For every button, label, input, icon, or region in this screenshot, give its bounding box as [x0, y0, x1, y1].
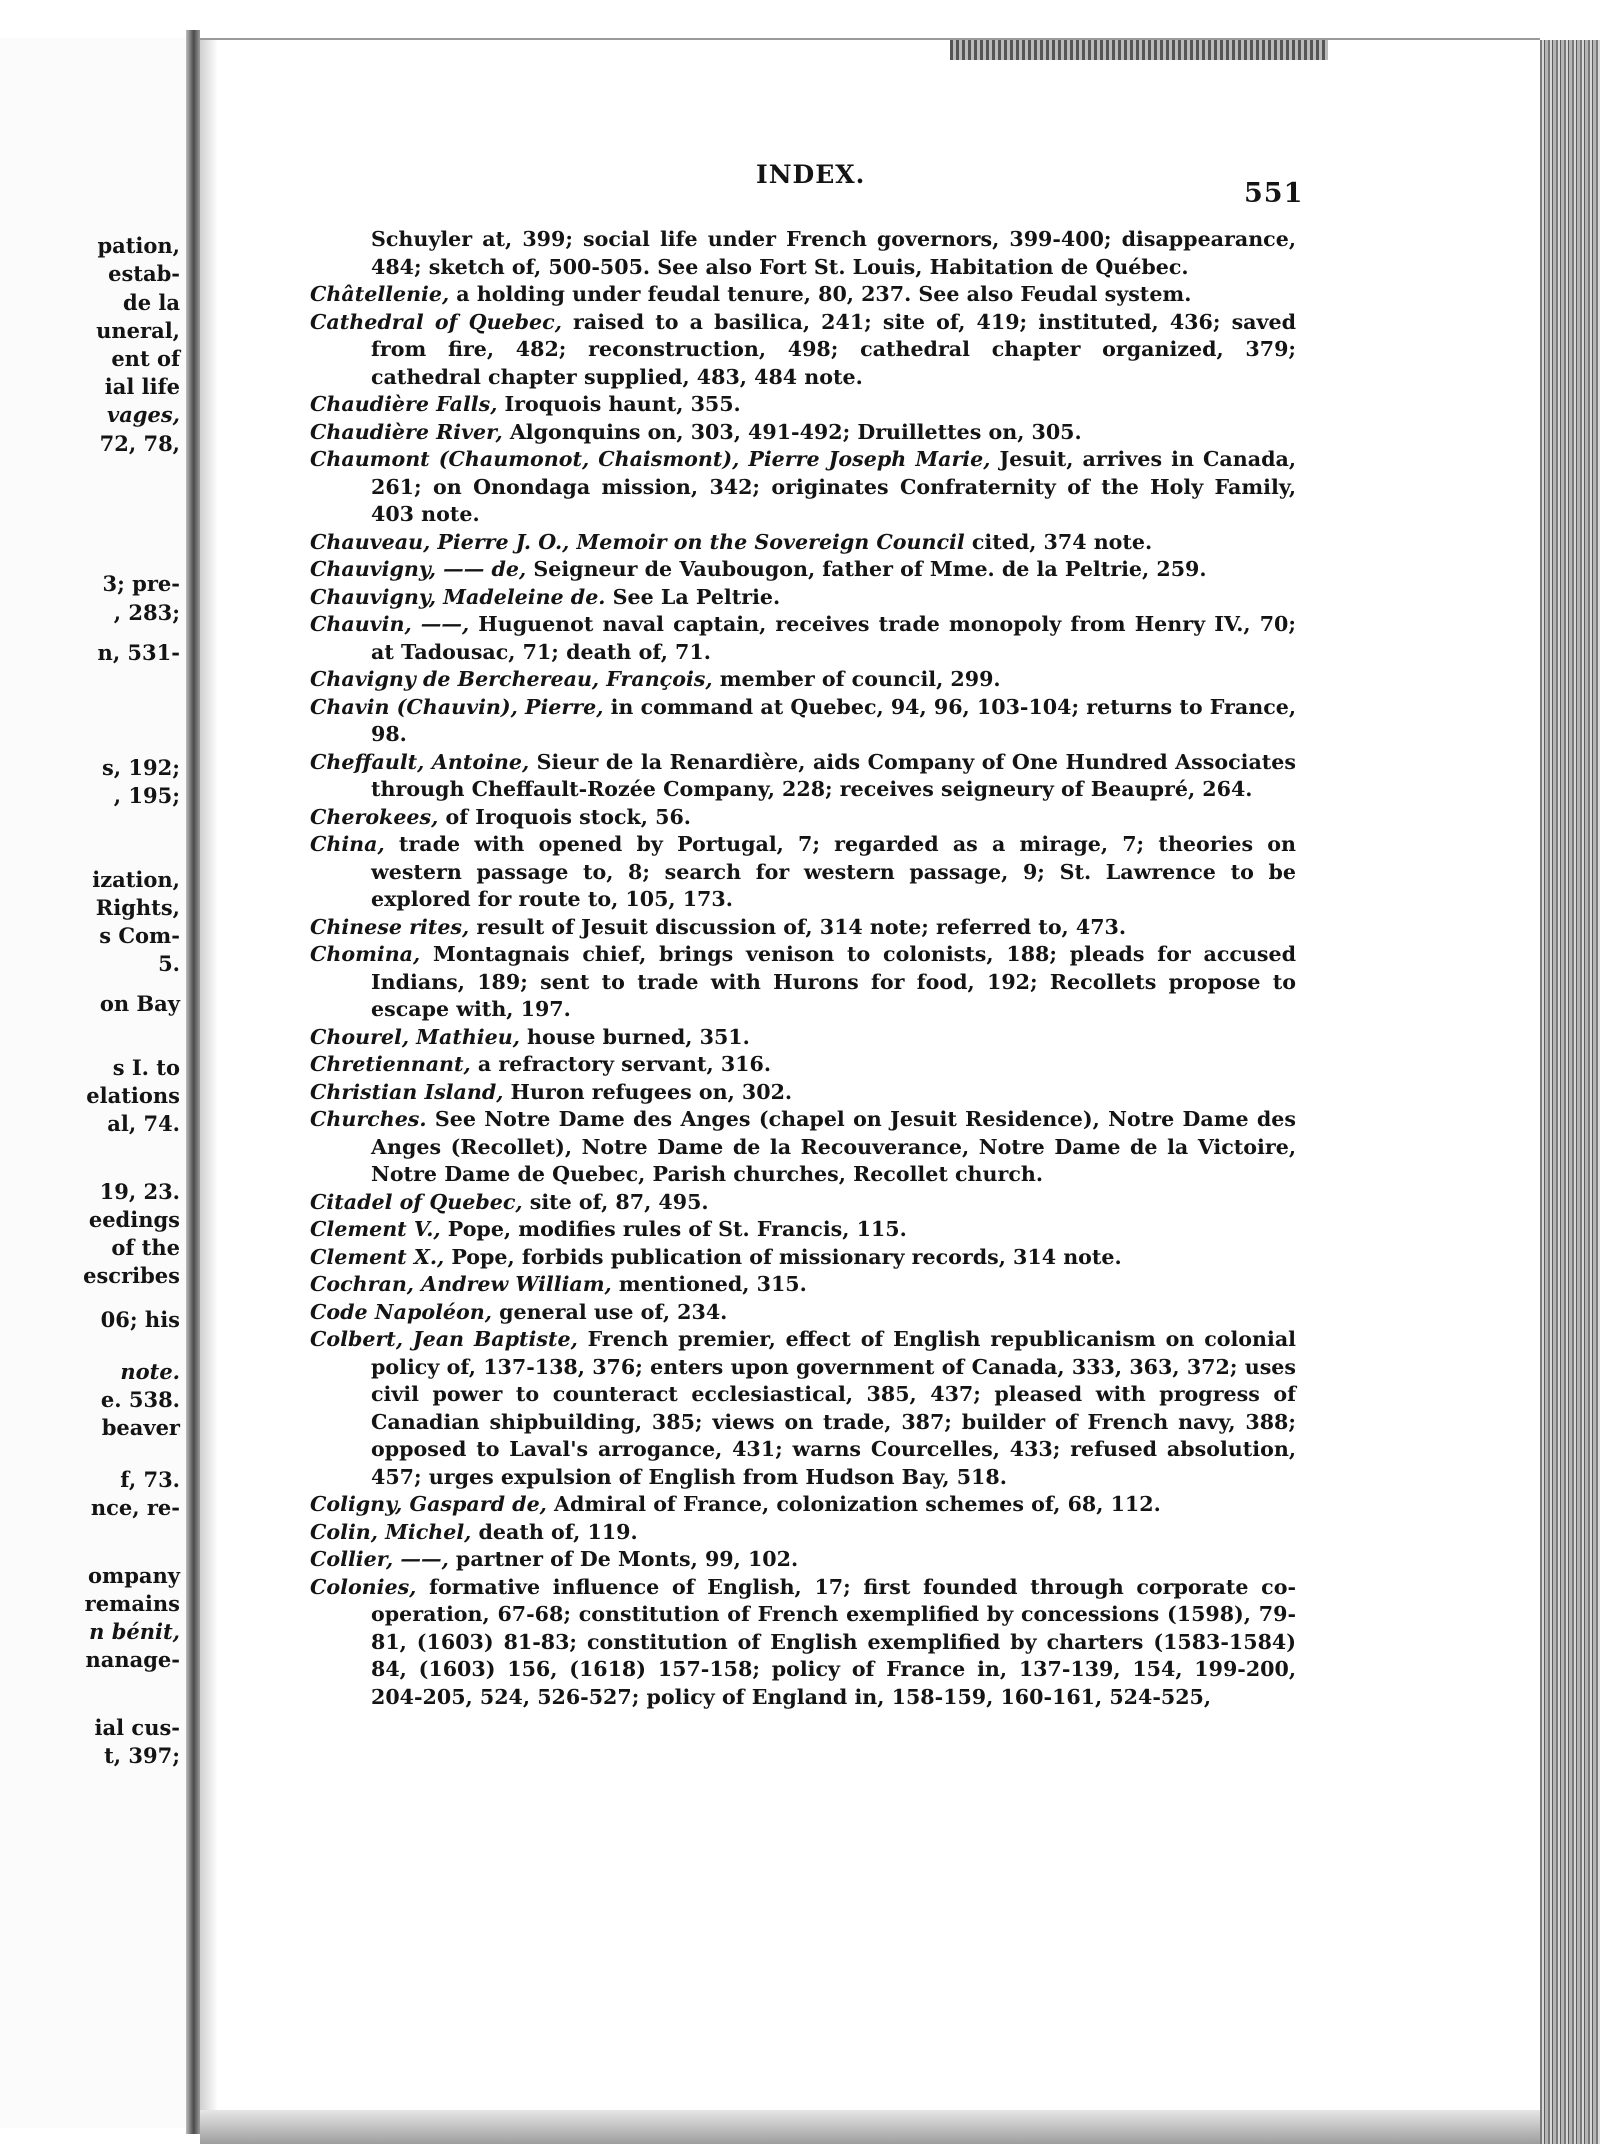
- entry-text: See La Peltrie.: [605, 584, 781, 609]
- entry-headword: Colin, Michel,: [310, 1519, 472, 1544]
- entry-text: house burned, 351.: [519, 1024, 750, 1049]
- index-entry: [310, 1079, 1296, 1107]
- left-page-fragment: ial life: [104, 374, 180, 399]
- left-page-fragment: ization,: [92, 867, 180, 892]
- entry-headword: Chretiennant,: [310, 1052, 471, 1076]
- left-page-fragment: vages,: [107, 402, 180, 427]
- entry-headword: Clement X.,: [310, 1244, 445, 1269]
- entry-text: cited, 374 note.: [964, 529, 1153, 554]
- index-entry: [310, 1299, 1296, 1327]
- index-entry: [310, 1519, 1296, 1547]
- entry-text: formative influence of English, 17; first founded through corporate co-operation, 67-68; constitution of French exemplified by concessions (1598), 79-81, (1603) 81-83; constitution of English exemplified by charters (1583-1584) 84, (1603) 156, (1618) 157-158; policy of France in, 137-139, 154, 199-200, 204-205, 524, 526-527; policy of England in, 158-159, 160-161, 524-525,: [371, 1574, 1296, 1709]
- index-entry: [310, 914, 1296, 942]
- index-entries: [310, 226, 1296, 1711]
- left-page-fragment: note.: [120, 1359, 180, 1384]
- left-page-fragment: 19, 23.: [99, 1179, 180, 1204]
- index-entry: [310, 1216, 1296, 1244]
- gutter-shadow: [200, 40, 218, 2130]
- left-facing-page: [0, 38, 186, 2128]
- book-gutter: [186, 30, 200, 2134]
- entry-headword: Chaudière Falls,: [310, 392, 498, 416]
- running-head: INDEX.: [756, 160, 866, 189]
- left-page-fragment: nce, re-: [90, 1495, 180, 1520]
- entry-text: Sieur de la Renardière, aids Company of One Hundred Associates through Cheffault-Rozée Company, 228; receives seigneury of Beaupré, 264.: [371, 749, 1297, 801]
- left-page-fragment: s Com-: [99, 923, 180, 948]
- index-entry: [310, 1546, 1296, 1574]
- left-page-fragment: s I. to: [112, 1055, 180, 1080]
- entry-headword: Châtellenie,: [310, 282, 450, 306]
- entry-text: member of council, 299.: [712, 667, 1001, 691]
- entry-text: Admiral of France, colonization schemes of, 68, 112.: [546, 1492, 1161, 1516]
- index-entry: [310, 584, 1296, 612]
- entry-text: death of, 119.: [471, 1519, 638, 1544]
- entry-headword: Chinese rites,: [310, 914, 470, 939]
- entry-text: mentioned, 315.: [611, 1272, 807, 1296]
- index-entry: [310, 529, 1296, 557]
- left-page-fragment: n, 531-: [97, 640, 180, 665]
- left-page-fragment: , 195;: [113, 783, 180, 808]
- index-entry: [310, 1024, 1296, 1052]
- entry-headword: Cochran, Andrew William,: [310, 1272, 612, 1296]
- index-entry: [310, 694, 1296, 749]
- left-page-fragment: f, 73.: [120, 1467, 180, 1492]
- index-entry: [310, 804, 1296, 832]
- entry-text: Jesuit, arrives in Canada, 261; on Onondaga mission, 342; originates Confraternity of the Holy Family, 403 note.: [371, 447, 1296, 526]
- index-entry: [310, 391, 1296, 419]
- left-page-fragment: remains: [84, 1591, 180, 1616]
- index-entry: [310, 611, 1296, 666]
- page-bottom-edge: [200, 2110, 1540, 2144]
- left-page-fragment: uneral,: [96, 318, 180, 343]
- entry-text: site of, 87, 495.: [522, 1189, 709, 1214]
- left-page-fragment: ent of: [111, 346, 180, 371]
- entry-headword: Chourel, Mathieu,: [310, 1024, 520, 1049]
- index-entry: [310, 831, 1296, 914]
- entry-text: Iroquois haunt, 355.: [497, 392, 741, 416]
- index-entry: [310, 226, 1296, 281]
- page-stack-edge: [1540, 40, 1600, 2144]
- entry-text: Montagnais chief, brings venison to colonists, 188; pleads for accused Indians, 189; sent to trade with Hurons for food, 192; Recollets propose to escape with, 197.: [371, 942, 1296, 1021]
- entry-text: a holding under feudal tenure, 80, 237. See also Feudal system.: [449, 282, 1192, 306]
- entry-headword: Cherokees,: [310, 804, 439, 829]
- index-entry: [310, 666, 1296, 694]
- entry-headword: Chauvigny, Madeleine de.: [310, 584, 606, 609]
- entry-text: See Notre Dame des Anges (chapel on Jesuit Residence), Notre Dame des Anges (Recollet), Notre Dame de la Recouverance, Notre Dame de la Victoire, Notre Dame de Quebec, Parish churches, Recollet church.: [371, 1107, 1296, 1186]
- left-page-fragment: e. 538.: [100, 1387, 180, 1412]
- index-entry: [310, 1106, 1296, 1189]
- entry-headword: Chavigny de Berchereau, François,: [310, 667, 713, 691]
- entry-headword: Citadel of Quebec,: [310, 1189, 523, 1214]
- index-entry: [310, 1491, 1296, 1519]
- entry-headword: Code Napoléon,: [310, 1299, 492, 1324]
- entry-headword: Chauvigny, —— de,: [310, 557, 527, 581]
- index-entry: [310, 941, 1296, 1024]
- index-entry: [310, 1271, 1296, 1299]
- left-page-fragment: ompany: [88, 1563, 180, 1588]
- left-page-fragment: of the: [111, 1235, 180, 1260]
- entry-headword: Chaumont (Chaumonot, Chaismont), Pierre Joseph Marie,: [310, 447, 991, 471]
- index-entry: [310, 1326, 1296, 1491]
- index-entry: [310, 1051, 1296, 1079]
- entry-headword: Clement V.,: [310, 1217, 441, 1241]
- entry-headword: Colonies,: [310, 1574, 417, 1599]
- left-page-fragment: ial cus-: [94, 1715, 180, 1740]
- entry-text: Pope, forbids publication of missionary records, 314 note.: [444, 1244, 1122, 1269]
- left-page-fragment: 3; pre-: [102, 571, 180, 596]
- entry-headword: Coligny, Gaspard de,: [310, 1492, 547, 1516]
- left-page-fragment: pation,: [97, 233, 180, 258]
- left-page-fragment: de la: [123, 290, 180, 315]
- entry-headword: Chomina,: [310, 942, 421, 966]
- entry-text: result of Jesuit discussion of, 314 note; referred to, 473.: [469, 914, 1127, 939]
- left-page-fragment: , 283;: [113, 600, 180, 625]
- entry-text: Pope, modifies rules of St. Francis, 115.: [440, 1217, 907, 1241]
- entry-text: in command at Quebec, 94, 96, 103-104; returns to France, 98.: [371, 694, 1297, 746]
- left-page-fragment: beaver: [101, 1415, 180, 1440]
- entry-headword: Chauveau, Pierre J. O., Memoir on the Sovereign Council: [310, 529, 965, 554]
- index-entry: [310, 1244, 1296, 1272]
- page-number: 551: [1244, 178, 1304, 209]
- entry-headword: Chaudière River,: [310, 419, 503, 444]
- entry-headword: Colbert, Jean Baptiste,: [310, 1327, 578, 1351]
- index-entry: [310, 281, 1296, 309]
- entry-text: general use of, 234.: [491, 1299, 728, 1324]
- entry-text: trade with opened by Portugal, 7; regarded as a mirage, 7; theories on western passage to, 8; search for western passage, 9; St. Lawrence to be explored for route to, 105, 173.: [371, 832, 1296, 911]
- index-entry: [310, 309, 1296, 392]
- entry-headword: Cathedral of Quebec,: [310, 309, 562, 334]
- left-page-fragment: elations: [86, 1083, 180, 1108]
- left-page-fragment: eedings: [88, 1207, 180, 1232]
- index-entry: [310, 1574, 1296, 1712]
- entry-text: Schuyler at, 399; social life under French governors, 399-400; disappearance, 484; sketch of, 500-505. See also Fort St. Louis, Habitation de Québec.: [371, 227, 1296, 279]
- entry-text: Algonquins on, 303, 491-492; Druillettes on, 305.: [502, 419, 1082, 444]
- left-page-fragment: Rights,: [95, 895, 180, 920]
- left-page-fragment: 06; his: [100, 1307, 180, 1332]
- entry-text: raised to a basilica, 241; site of, 419; instituted, 436; saved from fire, 482; reconstruction, 498; cathedral chapter organized, 379; cathedral chapter supplied, 483, 484 note.: [371, 309, 1296, 389]
- entry-text: Huguenot naval captain, receives trade monopoly from Henry IV., 70; at Tadousac, 71; death of, 71.: [371, 612, 1296, 664]
- index-entry: [310, 419, 1296, 447]
- entry-text: Seigneur de Vaubougon, father of Mme. de la Peltrie, 259.: [526, 557, 1207, 581]
- entry-text: Huron refugees on, 302.: [503, 1079, 793, 1104]
- left-page-fragment: estab-: [108, 261, 180, 286]
- entry-text: of Iroquois stock, 56.: [438, 804, 691, 829]
- entry-headword: Cheffault, Antoine,: [310, 749, 530, 774]
- entry-text: partner of De Monts, 99, 102.: [448, 1547, 799, 1571]
- entry-headword: Collier, ——,: [310, 1547, 449, 1571]
- left-page-fragment: t, 397;: [104, 1743, 180, 1768]
- index-entry: [310, 446, 1296, 529]
- left-page-fragment: nanage-: [85, 1647, 180, 1672]
- left-page-fragment: n bénit,: [89, 1619, 180, 1644]
- index-entry: [310, 556, 1296, 584]
- left-page-fragment: escribes: [83, 1263, 180, 1288]
- entry-text: a refractory servant, 316.: [470, 1052, 772, 1076]
- entry-text: French premier, effect of English republicanism on colonial policy of, 137-138, 376; enters upon government of Canada, 333, 363, 372; uses civil power to counteract ecclesiastical, 385, 437; pleased with progress of Canadian shipbuilding, 385; views on trade, 387; builder of French navy, 388; opposed to Laval's arrogance, 431; warns Courcelles, 433; refused absolution, 457; urges expulsion of English from Hudson Bay, 518.: [371, 1327, 1296, 1489]
- left-page-fragment: al, 74.: [107, 1111, 180, 1136]
- entry-headword: Churches.: [310, 1107, 427, 1131]
- entry-headword: Chauvin, ——,: [310, 612, 470, 636]
- left-page-fragment: 5.: [158, 951, 180, 976]
- entry-headword: China,: [310, 832, 385, 856]
- index-entry: [310, 1189, 1296, 1217]
- index-entry: [310, 749, 1296, 804]
- entry-headword: Chavin (Chauvin), Pierre,: [310, 694, 604, 719]
- left-page-fragment: on Bay: [99, 991, 180, 1016]
- left-page-fragment: s, 192;: [101, 755, 180, 780]
- scan-top-artifact: [950, 40, 1328, 60]
- left-page-fragment: 72, 78,: [99, 431, 180, 456]
- entry-headword: Christian Island,: [310, 1079, 504, 1104]
